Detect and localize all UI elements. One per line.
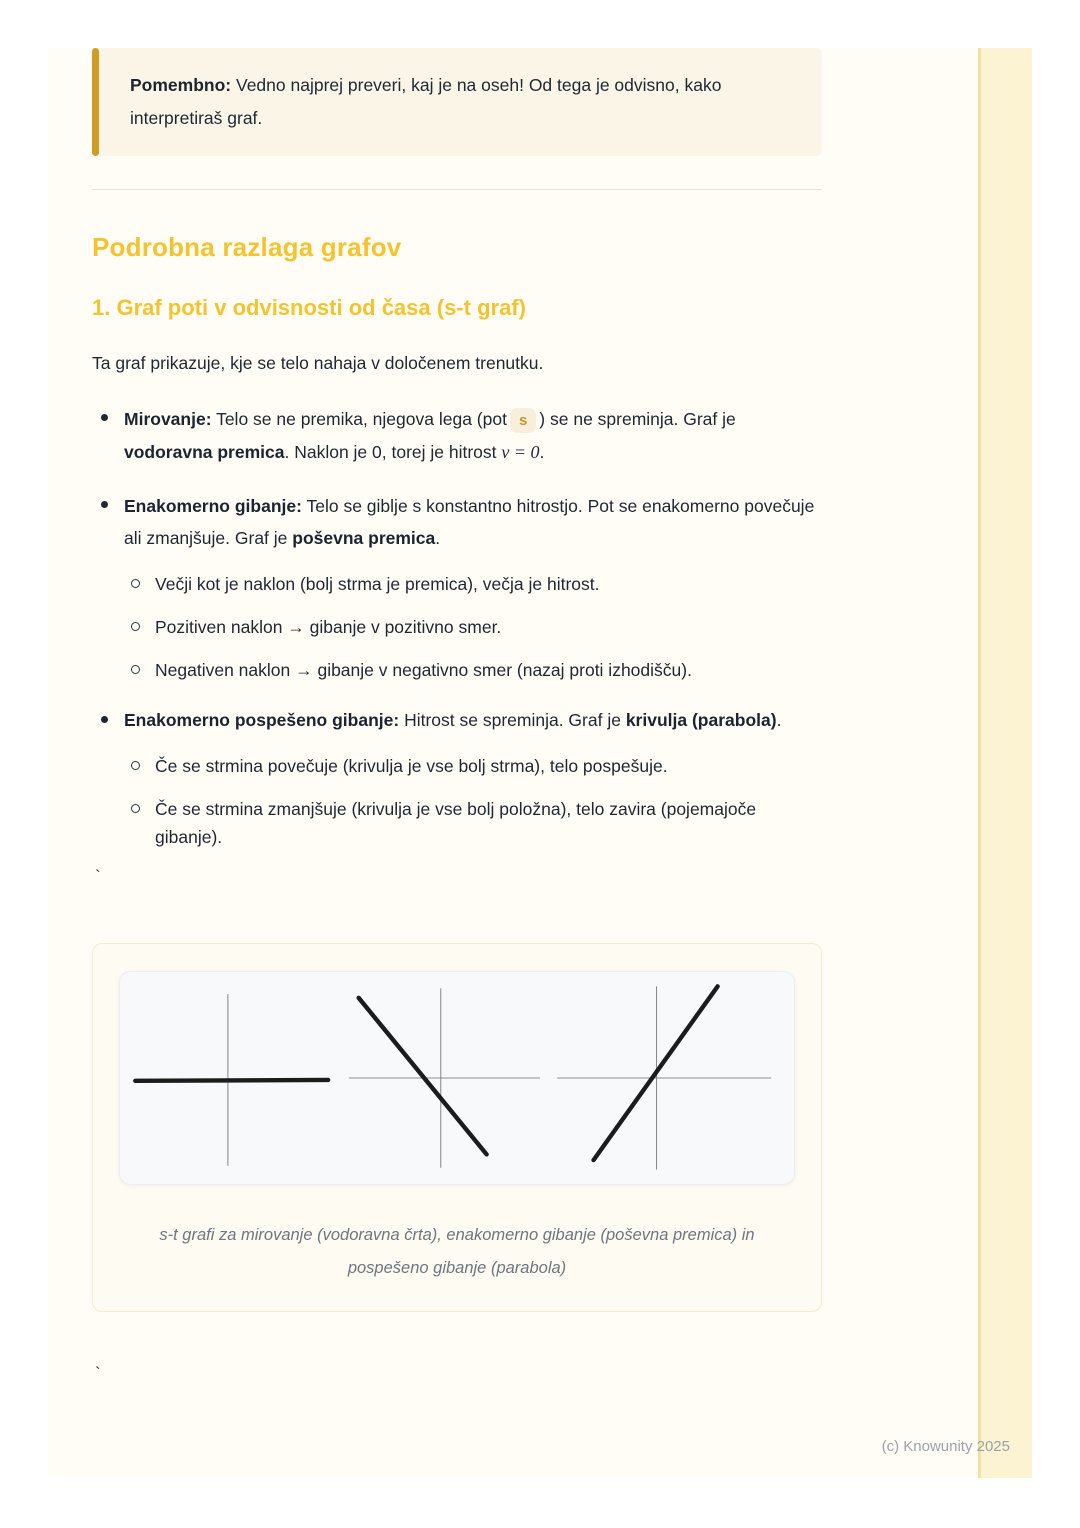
sub-list-item: Večji kot je naklon (bolj strma je premica), večja je hitrost. bbox=[124, 570, 822, 598]
right-margin-strip bbox=[978, 48, 1032, 1478]
list-item-text: Mirovanje: Telo se ne premika, njegova lega (pot s ) se ne spreminja. Graf je vodoravna premica. Naklon je 0, torej je hitrost v = 0. bbox=[124, 408, 736, 462]
content-column bbox=[92, 48, 822, 1384]
page-title: Podrobna razlaga grafov bbox=[92, 231, 402, 262]
list-item-text: Enakomerno pospešeno gibanje: Hitrost se spreminja. Graf je krivulja (parabola). bbox=[124, 710, 782, 731]
callout-label bbox=[130, 75, 721, 128]
inline-code-chip: s bbox=[510, 408, 536, 434]
math-expression: v = 0 bbox=[501, 441, 540, 462]
intro-paragraph: Ta graf prikazuje, kje se telo nahaja v določenem trenutku. bbox=[92, 352, 544, 373]
list-item bbox=[92, 704, 822, 851]
callout-label-bold: Pomembno: bbox=[130, 75, 232, 95]
important-callout bbox=[92, 48, 822, 156]
sub-list-item: Če se strmina zmanjšuje (krivulja je vse bolj položna), telo zavira (pojemajoče gibanje). bbox=[124, 795, 822, 851]
bullet-list bbox=[92, 403, 822, 851]
sub-list-item: Negativen naklon → gibanje v negativno smer (nazaj proti izhodišču). bbox=[124, 656, 822, 684]
list-item bbox=[92, 490, 822, 685]
graph-negative-slope bbox=[349, 988, 540, 1167]
sub-list-item: Če se strmina povečuje (krivulja je vse bolj strma), telo pospešuje. bbox=[124, 752, 822, 780]
figure-caption: s-t grafi za mirovanje (vodoravna črta), enakomerno gibanje (poševna premica) in pospešeno gibanje (parabola) bbox=[159, 1226, 755, 1278]
st-graphs-drawing bbox=[120, 972, 794, 1184]
callout-text: Vedno najprej preveri, kaj je na oseh! Od tega je odvisno, kako interpretiraš graf. bbox=[130, 75, 722, 128]
list-item bbox=[92, 403, 822, 470]
graphs-image[interactable] bbox=[119, 971, 795, 1185]
graph-rest bbox=[135, 994, 328, 1166]
stray-backtick: ` bbox=[95, 867, 101, 887]
sub-bullet-list bbox=[124, 752, 822, 851]
sub-list-item: Pozitiven naklon → gibanje v pozitivno smer. bbox=[124, 613, 822, 641]
document-canvas bbox=[48, 48, 1032, 1478]
figure-card bbox=[92, 943, 822, 1312]
sub-bullet-list bbox=[124, 570, 822, 684]
section-divider bbox=[92, 189, 822, 190]
section-subtitle: 1. Graf poti v odvisnosti od časa (s-t graf) bbox=[92, 294, 526, 320]
graph-positive-slope bbox=[557, 987, 771, 1170]
stray-backtick: ` bbox=[95, 1364, 101, 1384]
copyright-watermark: (c) Knowunity 2025 bbox=[881, 1438, 1010, 1455]
list-item-text: Enakomerno gibanje: Telo se giblje s konstantno hitrostjo. Pot se enakomerno povečuje ali zmanjšuje. Graf je poševna premica. bbox=[124, 495, 815, 549]
